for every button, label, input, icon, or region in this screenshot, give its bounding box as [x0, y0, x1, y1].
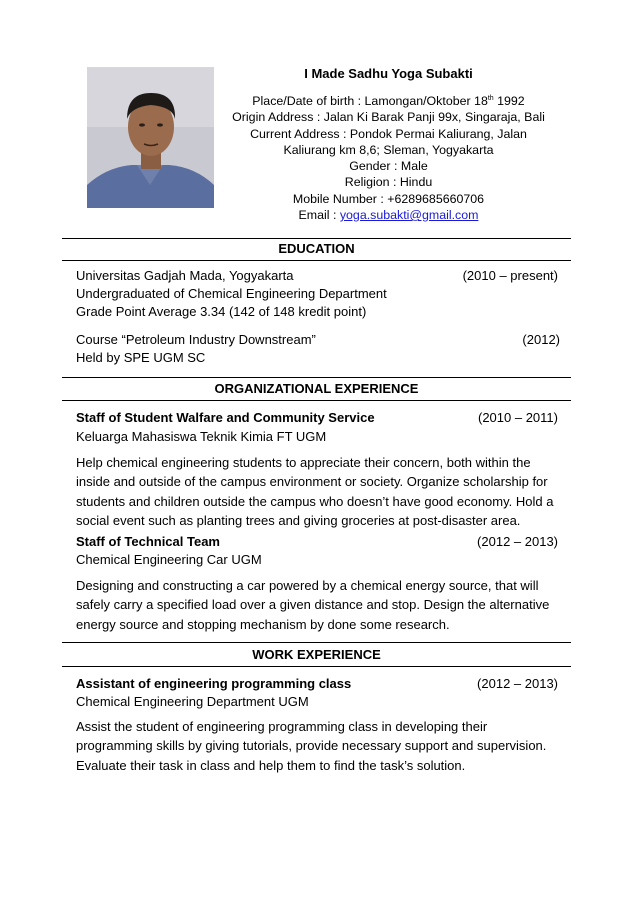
current-address-line2: Kaliurang km 8,6; Sleman, Yogyakarta: [283, 142, 494, 157]
course-organizer: Held by SPE UGM SC: [76, 350, 206, 365]
birth-info: Place/Date of birth : Lamongan/Oktober 18th 1992: [252, 94, 525, 108]
education-institution: Universitas Gadjah Mada, Yogyakarta: [76, 268, 294, 283]
work-period: (2012 – 2013): [477, 676, 558, 691]
current-address-line1: Current Address : Pondok Permai Kaliurang, Jalan: [250, 126, 527, 141]
organizational-title: ORGANIZATIONAL EXPERIENCE: [214, 381, 419, 396]
education-gpa: Grade Point Average 3.34 (142 of 148 kredit point): [76, 304, 367, 319]
mobile-number: Mobile Number : +6289685660706: [292, 191, 485, 206]
section-divider: [62, 238, 571, 239]
personal-info: [215, 93, 562, 223]
work-role: Assistant of engineering programming class: [76, 676, 352, 691]
org-role: Staff of Technical Team: [76, 534, 220, 549]
org-description: Designing and constructing a car powered by a chemical energy source, that will safely carry a specified load over a given distance and stop. Design the alternative energy source and stopping mechanism by done some research.: [76, 578, 550, 632]
org-description: Help chemical engineering students to appreciate their concern, both within the inside and outside of the campus environment or society. Organize scholarship for students and children outside the campus who doesn’t have good economy. Hold a social event such as planting trees and giving groceries at post-disaster area.: [76, 455, 554, 529]
section-divider: [62, 666, 571, 667]
work-org: Chemical Engineering Department UGM: [76, 694, 309, 709]
education-degree: Undergraduated of Chemical Engineering Department: [76, 286, 387, 301]
course-period: (2012): [522, 332, 560, 347]
course-name: Course “Petroleum Industry Downstream”: [76, 332, 316, 347]
profile-photo: [87, 67, 214, 208]
org-period: (2010 – 2011): [478, 410, 558, 425]
section-divider: [62, 400, 571, 401]
email-link[interactable]: yoga.subakti@gmail.com: [339, 208, 479, 223]
org-name: Chemical Engineering Car UGM: [76, 552, 262, 567]
org-name: Keluarga Mahasiswa Teknik Kimia FT UGM: [76, 429, 327, 444]
origin-address: Origin Address : Jalan Ki Barak Panji 99x, Singaraja, Bali: [232, 110, 545, 125]
gender: Gender : Male: [349, 159, 428, 174]
section-divider: [62, 377, 571, 378]
work-description: Assist the student of engineering programming class in developing their programming skills by giving tutorials, provide necessary support and supervision. Evaluate their task in class and help them to find the task’s solution.: [76, 719, 547, 773]
section-divider: [62, 260, 571, 261]
education-period: (2010 – present): [462, 268, 558, 283]
portrait-image: [87, 67, 214, 208]
work-title: WORK EXPERIENCE: [252, 647, 381, 662]
org-role: Staff of Student Walfare and Community Service: [76, 410, 375, 425]
religion: Religion : Hindu: [344, 175, 433, 190]
email-row: Email : yoga.subakti@gmail.com: [298, 208, 479, 223]
org-period: (2012 – 2013): [477, 534, 558, 549]
section-divider: [62, 642, 571, 643]
candidate-name: I Made Sadhu Yoga Subakti: [304, 66, 473, 81]
education-title: EDUCATION: [278, 241, 355, 256]
